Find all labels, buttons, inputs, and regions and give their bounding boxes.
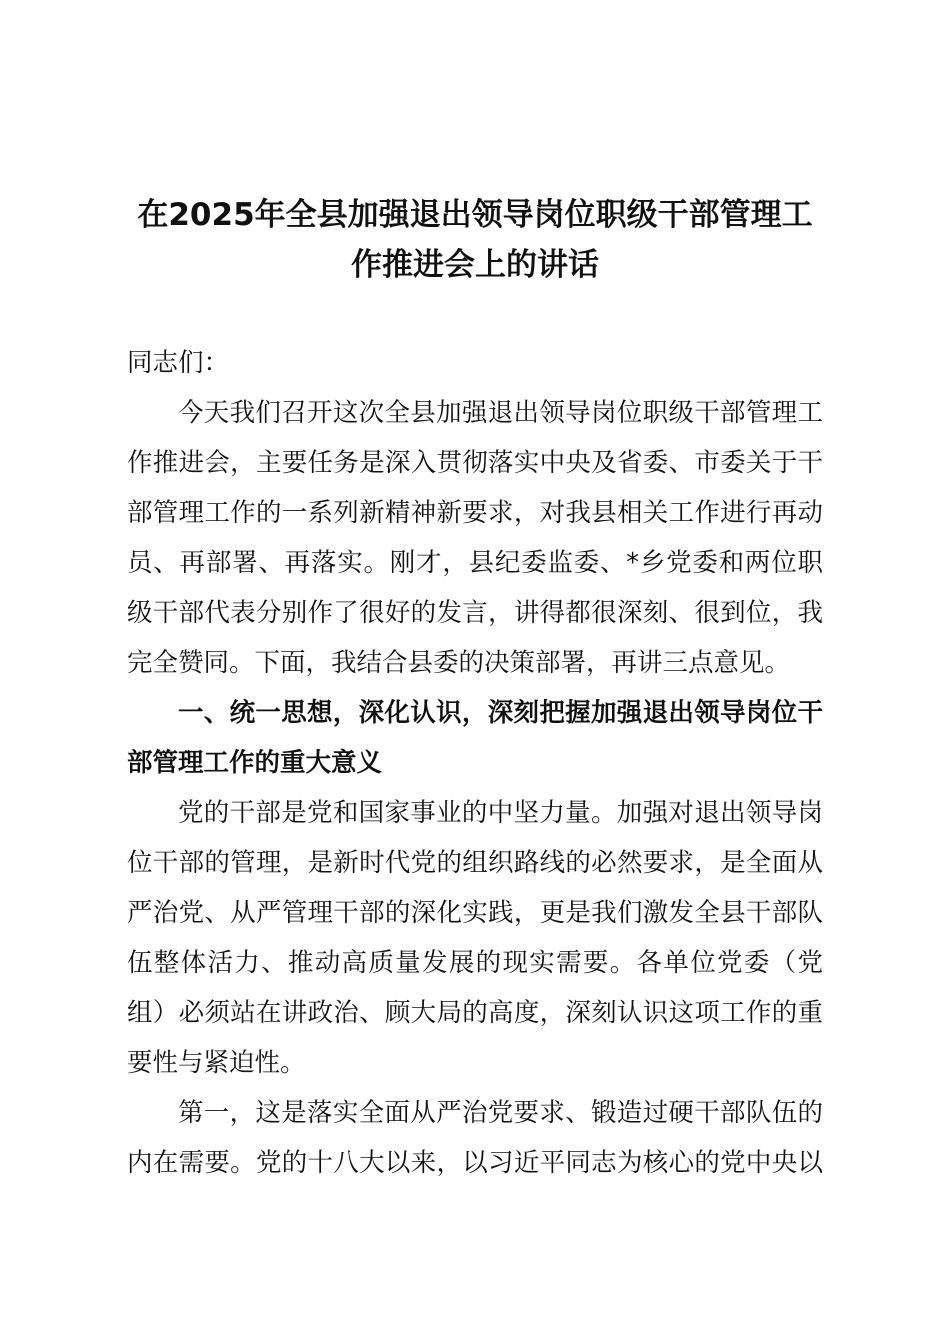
- salutation: 同志们：: [127, 348, 230, 378]
- paragraph: [127, 388, 823, 688]
- paragraph: [127, 788, 823, 1088]
- text-line: 完全赞同。下面，我结合县委的决策部署，再讲三点意见。: [127, 648, 791, 678]
- title-line-2: 作推进会上的讲话: [351, 247, 599, 283]
- text-line: 级干部代表分别作了很好的发言，讲得都很深刻、很到位，我: [127, 598, 823, 628]
- text-line: 位干部的管理，是新时代党的组织路线的必然要求，是全面从: [127, 848, 823, 878]
- document-body: [127, 338, 823, 1188]
- title-line-1: 在2025年全县加强退出领导岗位职级干部管理工: [137, 197, 813, 233]
- paragraph: [127, 1088, 823, 1188]
- document-title: [100, 190, 850, 290]
- text-line: 第一，这是落实全面从严治党要求、锻造过硬干部队伍的: [178, 1098, 823, 1128]
- text-line: 部管理工作的一系列新精神新要求，对我县相关工作进行再动: [127, 498, 823, 528]
- text-line: 一、统一思想，深化认识，深刻把握加强退出领导岗位干: [178, 698, 823, 728]
- text-line: 党的干部是党和国家事业的中坚力量。加强对退出领导岗: [178, 798, 823, 828]
- text-line: 员、再部署、再落实。刚才，县纪委监委、*乡党委和两位职: [127, 548, 823, 578]
- text-line: 组）必须站在讲政治、顾大局的高度，深刻认识这项工作的重: [127, 998, 823, 1028]
- text-line: 作推进会，主要任务是深入贯彻落实中央及省委、市委关于干: [127, 448, 823, 478]
- text-line: 部管理工作的重大意义: [127, 748, 383, 778]
- text-line: 今天我们召开这次全县加强退出领导岗位职级干部管理工: [178, 398, 823, 428]
- section-heading: [127, 688, 823, 788]
- text-line: 要性与紧迫性。: [127, 1048, 306, 1078]
- paragraphs: [127, 388, 823, 1188]
- text-line: 严治党、从严管理干部的深化实践，更是我们激发全县干部队: [127, 898, 823, 928]
- text-line: 内在需要。党的十八大以来，以习近平同志为核心的党中央以: [127, 1148, 823, 1178]
- text-line: 伍整体活力、推动高质量发展的现实需要。各单位党委（党: [127, 948, 823, 978]
